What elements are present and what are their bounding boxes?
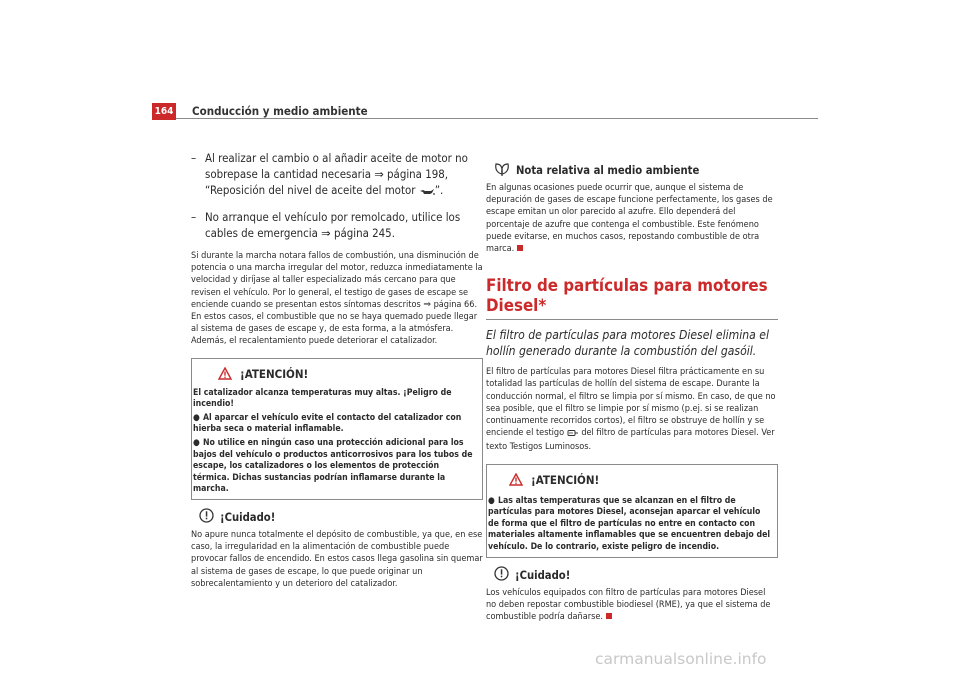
bullet-marker: ● xyxy=(193,412,200,423)
paragraph-text-cont: del filtro de partículas para motores Diesel. Ver texto Testigos Luminosos. xyxy=(486,428,775,453)
paragraph-text: Si durante la marcha notara fallos de combustión, una disminución de potencia o una marcha irregular del motor, reduzca inmediatamente la velocidad y diríjase al taller especializado más cercano para que revisen el vehículo. Por lo general, el testigo de gases de escape se enciende cuando se presentan estos síntomas descritos xyxy=(191,251,483,310)
dash-marker: – xyxy=(191,151,197,165)
warning-title: ¡ATENCIÓN! xyxy=(240,367,309,382)
warning-bullet xyxy=(192,436,482,496)
warning-bullet-text: No utilice en ningún caso una protección adicional para los bajos del vehículo o productos anticorrosivos para los tubos de escape, los catalizadores o los elementos de protección térmica. Dichas sustancias podrían inflamarse durante la marcha. xyxy=(193,438,473,495)
warning-triangle-icon xyxy=(218,365,232,384)
section-title: Filtro de partículas para motores Diesel* xyxy=(486,275,778,320)
caution-text xyxy=(486,587,778,624)
page-header-title: Conducción y medio ambiente xyxy=(192,104,368,118)
warning-bullet-text: Las altas temperaturas que se alcanzan en el filtro de partículas para motores Diesel, aconsejan aparcar el vehículo de forma que el filtro de partículas no entre en contacto con materiales altamente inflamables que se encuentren debajo del vehículo. De lo contrario, existe peligro de incendio. xyxy=(488,495,771,553)
right-column xyxy=(486,161,778,633)
page-number: 164 xyxy=(152,103,176,120)
paragraph-text: El filtro de partículas para motores Diesel filtra prácticamente en su totalidad las partículas de hollín del sistema de escape. Durante la conducción normal, el filtro se limpia por sí mismo. En caso, de que no sea posible, que el filtro se limpie por sí mismo (p.ej. si se realizan continuamente recorridos cortos), el filtro se obstruye de hollín y se enciende el testigo xyxy=(486,367,776,439)
caution-header xyxy=(486,566,778,585)
caution-text: No apure nunca totalmente el depósito de combustible, ya que, en ese caso, la irregularidad en la alimentación de combustible puede provocar fallos de encendido. En estos casos llega gasolina sin quemar al sistema de gases de escape, lo que puede originar un sobrecalentamiento y un deterioro del catalizador. xyxy=(191,529,483,589)
misfire-paragraph xyxy=(191,250,483,348)
warning-box xyxy=(191,358,483,500)
dash-marker: – xyxy=(191,210,197,224)
caution-icon xyxy=(494,566,509,585)
warning-bullet xyxy=(192,411,482,436)
caution-body: Los vehículos equipados con filtro de partículas para motores Diesel no deben repostar combustible biodiesel (RME), ya que el sistema de combustible podría dañarse. xyxy=(486,587,771,623)
bullet-marker: ● xyxy=(488,495,495,506)
cross-reference-arrow: ⇒ xyxy=(374,167,384,181)
list-item-text-end: ”. xyxy=(434,183,444,197)
cross-reference-arrow: ⇒ xyxy=(321,226,331,240)
bullet-marker: ● xyxy=(193,438,200,448)
environment-note-title: Nota relativa al medio ambiente xyxy=(516,164,700,177)
section-subtitle: El filtro de partículas para motores Diesel elimina el hollín generado durante la combustión del gasóil. xyxy=(486,328,770,358)
site-watermark: carmanualsonline.info xyxy=(595,650,767,668)
warning-header xyxy=(487,465,777,494)
environment-note-text xyxy=(486,182,778,255)
diesel-filter-paragraph xyxy=(486,366,778,453)
warning-box xyxy=(486,464,778,558)
environment-note-body: En algunas ocasiones puede ocurrir que, aunque el sistema de depuración de gases de escape funcione perfectamente, los gases de escape emitan un olor parecido al azufre. Ello dependerá del porcentaje de azufre que contenga el combustible. Este fenómeno puede evitarse, en muchos casos, repostando combustible de otra marca. xyxy=(486,183,773,255)
left-column xyxy=(191,150,483,600)
cross-reference-link[interactable]: página 245. xyxy=(330,226,395,240)
caution-icon xyxy=(199,508,214,527)
paragraph-text-cont: página 66. En estos casos, el combustible que no se haya quemado puede llegar al sistema de gases de escape y, de esta forma, a la atmósfera. Además, el recalentamiento puede deteriorar el catalizador. xyxy=(191,299,478,347)
list-item-text: Al realizar el cambio o al añadir aceite de motor no sobrepase la cantidad necesaria xyxy=(205,151,468,181)
cross-reference-arrow: ⇒ xyxy=(423,299,431,310)
list-item-text: No arranque el vehículo por remolcado, utilice los cables de emergencia xyxy=(205,210,461,240)
warning-bullet-text: Al aparcar el vehículo evite el contacto del catalizador con hierba seca o material inflamable. xyxy=(193,412,462,435)
warning-title: ¡ATENCIÓN! xyxy=(531,473,600,488)
oil-can-icon xyxy=(419,184,435,200)
warning-header xyxy=(192,359,482,388)
warning-bullet xyxy=(487,494,777,554)
diesel-filter-icon xyxy=(567,429,579,441)
list-item xyxy=(191,209,483,241)
warning-lead: El catalizador alcanza temperaturas muy altas. ¡Peligro de incendio! xyxy=(193,387,452,410)
leaf-environment-icon xyxy=(494,161,510,180)
list-item xyxy=(191,150,483,200)
environment-note-header xyxy=(486,161,778,180)
section-end-marker xyxy=(517,245,523,251)
header-divider xyxy=(176,118,818,119)
section-end-marker xyxy=(606,613,612,619)
caution-header xyxy=(191,508,483,527)
caution-title: ¡Cuidado! xyxy=(220,510,276,524)
cross-reference-link[interactable]: página 198, “Reposición del nivel de aceite del motor xyxy=(205,167,449,197)
caution-title: ¡Cuidado! xyxy=(515,568,571,582)
warning-triangle-icon xyxy=(509,471,523,490)
